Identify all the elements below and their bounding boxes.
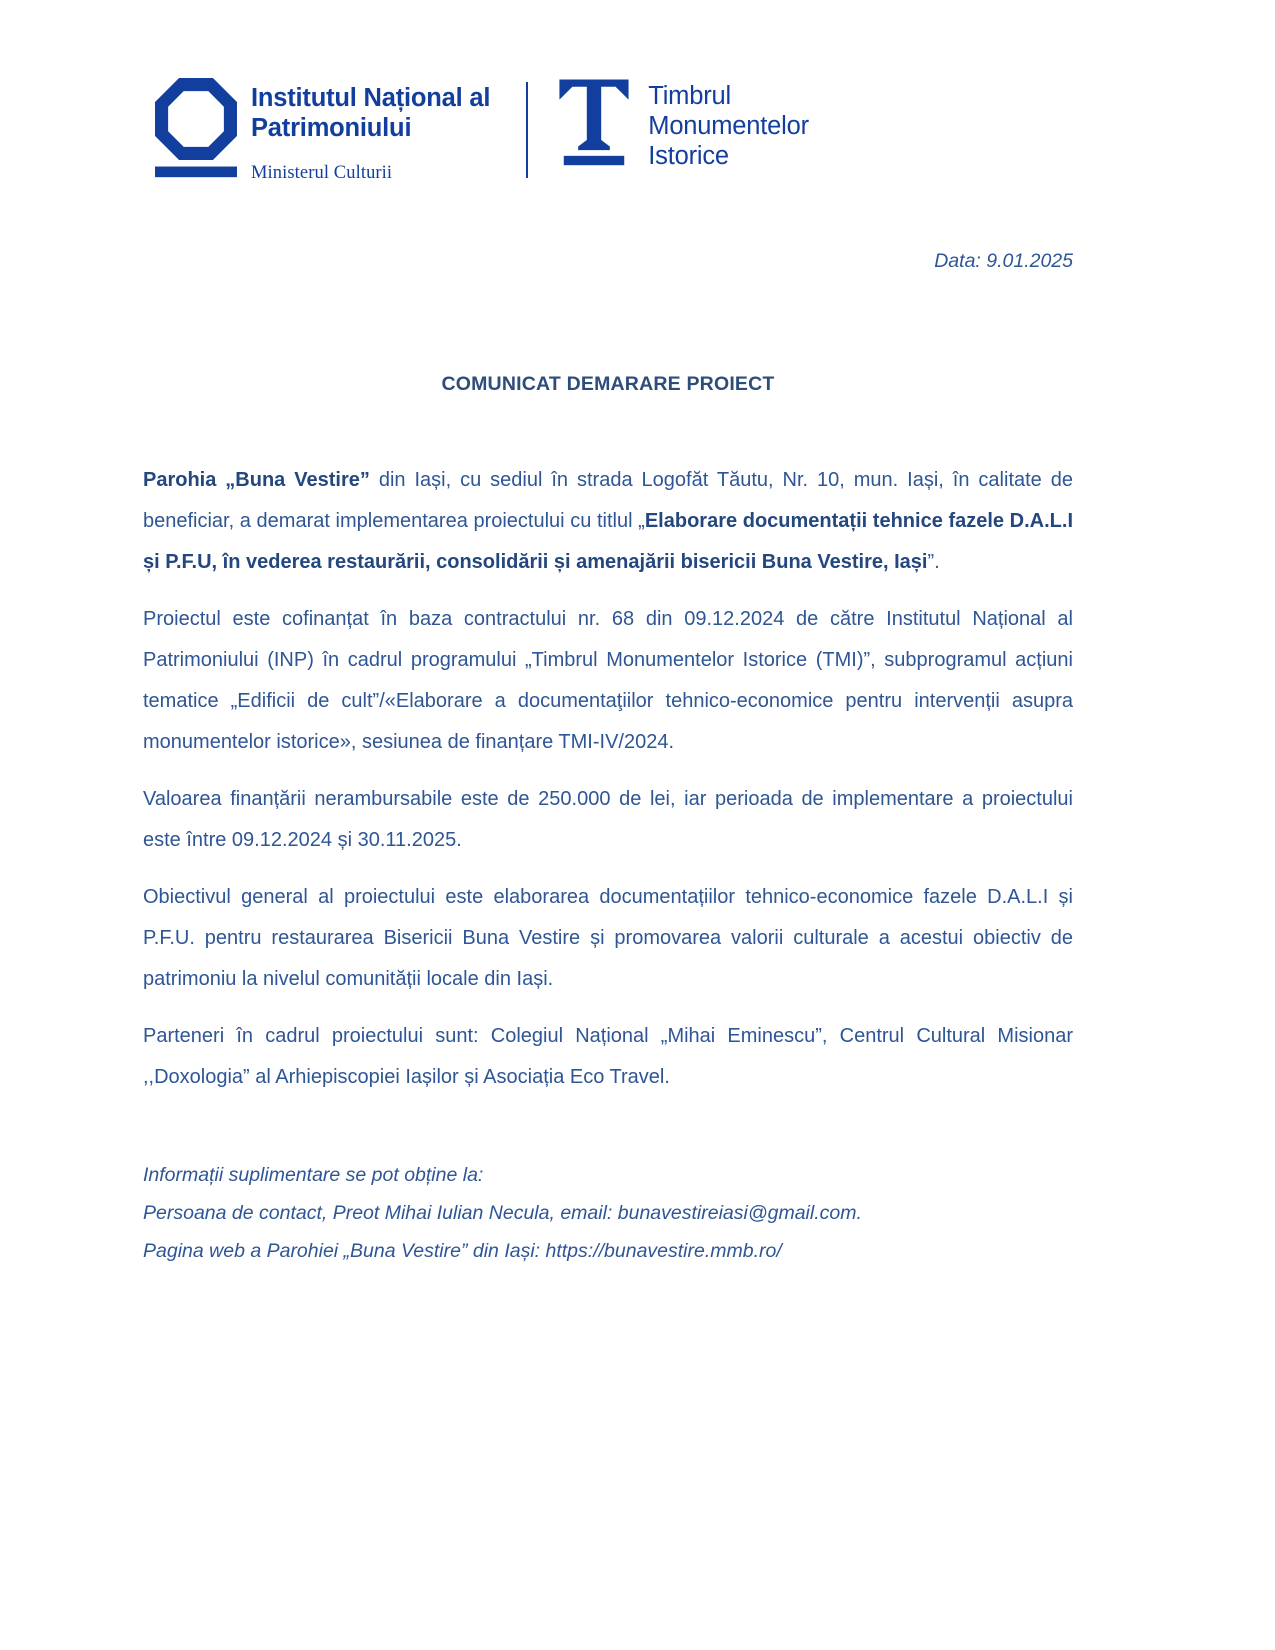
tmi-title-line3: Istorice xyxy=(648,142,729,171)
inp-logo xyxy=(155,78,490,184)
tmi-title-line2: Monumentelor xyxy=(648,112,809,141)
inp-wordmark xyxy=(251,78,490,184)
inp-subtitle: Ministerul Culturii xyxy=(251,163,393,184)
document-body xyxy=(143,228,1073,1270)
paragraph-beneficiar: Parohia „Buna Vestire” din Iași, cu sediul în strada Logofăt Tăutu, Nr. 10, mun. Iași, în calitate de beneficiar, a demarat implementarea proiectului cu titlul „Elaborare documentații tehnice fazele D.A.L.I și P.F.U, în vederea restaurării, consolidării și amenajării bisericii Buna Vestire, Iași”. xyxy=(143,469,1074,573)
logo-divider xyxy=(526,82,528,178)
inp-title-line2: Patrimoniului xyxy=(251,114,412,143)
tmi-wordmark xyxy=(648,78,809,171)
tmi-logo xyxy=(558,78,809,171)
paragraph-obiectiv: Obiectivul general al proiectului este elaborarea documentațiilor tehnico-economice fazele D.A.L.I și P.F.U. pentru restaurarea Bisericii Buna Vestire și promovarea valorii culturale a acestui obiectiv de patrimoniu la nivelul comunității locale din Iași. xyxy=(143,886,1073,990)
serif-t-monument-icon xyxy=(558,78,630,171)
paragraph-cofinantare: Proiectul este cofinanțat în baza contractului nr. 68 din 09.12.2024 de către Institutul Național al Patrimoniului (INP) în cadrul programului „Timbrul Monumentelor Istorice (TMI)”, subprogramul acțiuni tematice „Edificii de cult”/«Elaborare a documentaţiilor tehnico-economice pentru intervenții asupra monumentelor istorice», sesiunea de finanțare TMI-IV/2024. xyxy=(143,608,1073,753)
document-date: Data: 9.01.2025 xyxy=(934,250,1073,272)
contact-web: Pagina web a Parohiei „Buna Vestire” din Iași: https://bunavestire.mmb.ro/ xyxy=(143,1240,782,1263)
paragraph-list xyxy=(143,460,1073,1098)
page-title: COMUNICAT DEMARARE PROIECT xyxy=(441,373,775,395)
letterhead xyxy=(155,78,809,184)
paragraph-valoare: Valoarea finanțării nerambursabile este de 250.000 de lei, iar perioada de implementare a proiectului este între 09.12.2024 și 30.11.2025. xyxy=(143,788,1073,851)
contact-block xyxy=(143,1156,1073,1270)
paragraph-parteneri: Parteneri în cadrul proiectului sunt: Colegiul Național „Mihai Eminescu”, Centrul Cultural Misionar ,,Doxologia” al Arhiepiscopiei Iașilor și Asociația Eco Travel. xyxy=(143,1025,1073,1088)
contact-intro: Informații suplimentare se pot obține la: xyxy=(143,1164,484,1186)
tmi-title-line1: Timbrul xyxy=(648,82,731,110)
octagon-ring-icon xyxy=(155,78,237,183)
inp-title-line1: Institutul Național al xyxy=(251,84,491,112)
contact-person: Persoana de contact, Preot Mihai Iulian Necula, email: bunavestireiasi@gmail.com. xyxy=(143,1202,862,1225)
